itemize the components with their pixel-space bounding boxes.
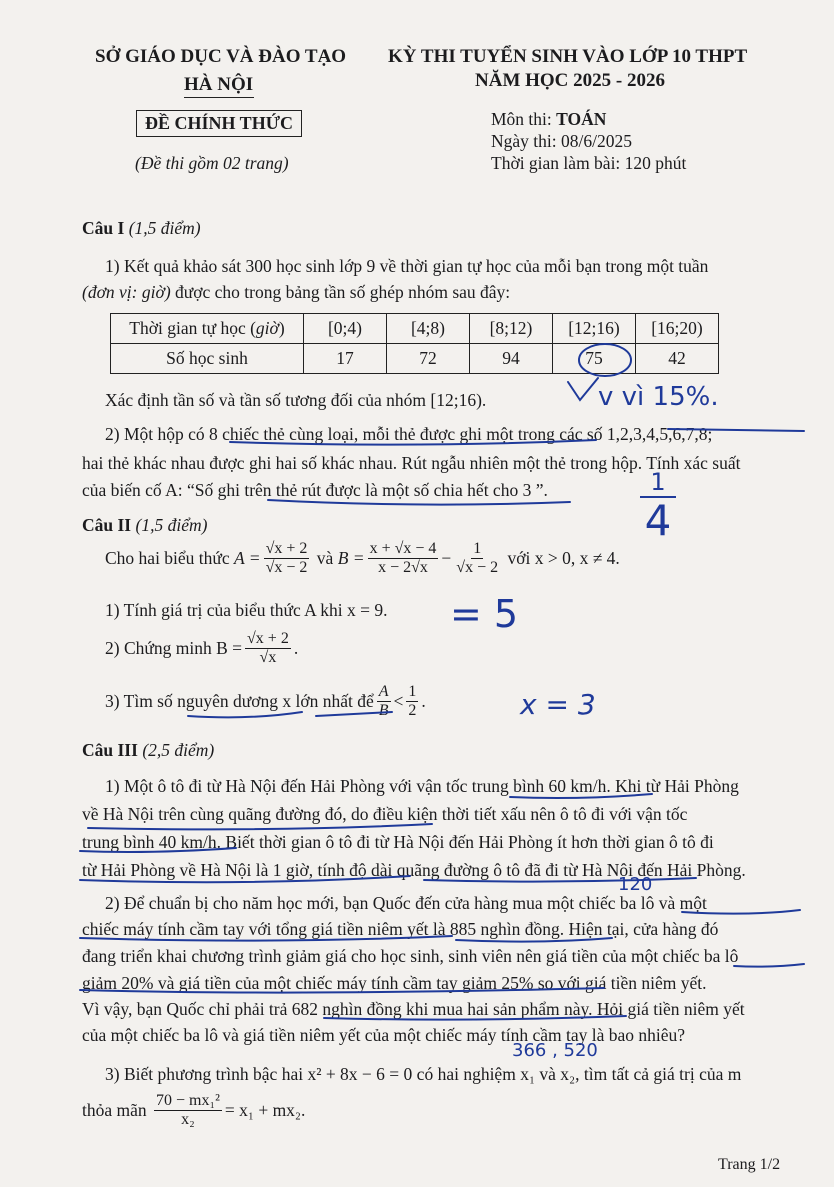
fraction-denominator: √x − 2 [456, 559, 499, 577]
q3-part3-line1: 3) Biết phương trình bậc hai x² + 8x − 6 = 0 có hai nghiệm x₁ và x₂, tìm tất cả giá trị của m [105, 1064, 742, 1084]
exam-date: Ngày thi: 08/6/2025 [491, 131, 632, 151]
subject [491, 109, 606, 130]
q3-part1-line: từ Hải Phòng về Hà Nội là 1 giờ, tính độ dài quãng đường ô tô đã đi từ Hà Nội đến Hải Phòng. [82, 860, 746, 880]
fraction-numerator: 70 − mx₁² [154, 1092, 222, 1111]
table-cell: 75 [553, 344, 636, 374]
fraction-numerator: √x + 2 [245, 630, 291, 649]
fraction-numerator: 1 [471, 540, 483, 559]
handwritten-fraction [640, 468, 676, 545]
fraction-numerator: √x + 2 [264, 540, 310, 559]
table-header-close: ) [278, 318, 285, 338]
fraction-denominator: √x [259, 649, 277, 667]
q2-part1: 1) Tính giá trị của biểu thức A khi x = 9. [105, 600, 388, 620]
expr-b-fraction-2 [454, 540, 500, 578]
table-row-label: Số học sinh [111, 344, 304, 374]
school-year: NĂM HỌC 2025 - 2026 [475, 70, 665, 91]
unit-note: (đơn vị: giờ) [82, 282, 171, 302]
check-mark [568, 378, 598, 400]
question-2-heading [82, 515, 207, 536]
q2-intro: Cho hai biểu thức [105, 548, 230, 569]
subject-label: Môn thi: [491, 109, 557, 129]
q1-part1-line2 [82, 282, 510, 303]
question-points: (2,5 điểm) [142, 740, 215, 760]
question-title: Câu I [82, 218, 125, 238]
handwritten-answer: x = 3 [520, 688, 596, 721]
period: . [293, 638, 299, 659]
fraction-numerator: A [377, 683, 391, 702]
expr-a-label: A = [234, 548, 261, 569]
handwritten-answer: = 5 [450, 592, 519, 636]
table-cell: [12;16) [553, 314, 636, 344]
handwritten-number: 366 , 520 [512, 1040, 598, 1061]
q1-part2-line3: của biến cố A: “Số ghi trên thẻ rút được là một số chia hết cho 3 ”. [82, 480, 548, 500]
q3-part3-text: thỏa mãn [82, 1100, 147, 1121]
question-1-heading [82, 218, 201, 239]
q2-part2-fraction [245, 630, 291, 668]
expr-a-fraction [264, 540, 310, 578]
table-header-unit: giờ [255, 318, 279, 338]
handwritten-note: v vì 15%. [598, 382, 719, 412]
q2-part3-text: 3) Tìm số nguyên dương x lớn nhất để [105, 691, 374, 712]
q2-part3 [105, 683, 426, 721]
q2-expressions [105, 540, 620, 578]
q3-part1-line: 1) Một ô tô đi từ Hà Nội đến Hải Phòng với vận tốc trung bình 60 km/h. Khi từ Hải Phòng [105, 776, 739, 796]
pages-note: (Đề thi gồm 02 trang) [135, 153, 289, 173]
domain-condition: với x > 0, x ≠ 4. [507, 548, 620, 569]
q1-part2-line1: 2) Một hộp có 8 chiếc thẻ cùng loại, mỗi thẻ được ghi một trong các số 1,2,3,4,5,6,7,8; [105, 424, 713, 444]
table-row [111, 344, 719, 374]
q3-part3-condition [82, 1092, 305, 1130]
q3-part1-line: về Hà Nội trên cùng quãng đường đó, do điều kiện thời tiết xấu nên ô tô đi với vận tốc [82, 804, 688, 824]
q2-part2-text: 2) Chứng minh B = [105, 638, 243, 659]
page-number: Trang 1/2 [718, 1156, 781, 1173]
table-header-text: Thời gian tự học ( [129, 318, 256, 338]
subject-value: TOÁN [556, 109, 607, 129]
frequency-table [110, 313, 719, 374]
table-cell: [4;8) [387, 314, 470, 344]
exam-title: KỲ THI TUYỂN SINH VÀO LỚP 10 THPT [388, 46, 748, 67]
handwritten-number: 120 [618, 874, 653, 895]
fraction-denominator: x₂ [181, 1111, 195, 1129]
expr-b-label: B = [337, 548, 365, 569]
less-than-sign: < [393, 691, 404, 712]
minus-sign: − [441, 548, 452, 569]
fraction-denominator: x − 2√x [378, 559, 428, 577]
table-cell: [16;20) [636, 314, 719, 344]
q3-part2-line: giảm 20% và giá tiền của một chiếc máy tính cầm tay giảm 25% so với giá tiền niêm yết. [82, 973, 707, 993]
q2-part2 [105, 630, 298, 668]
fraction-denominator: √x − 2 [265, 559, 308, 577]
fraction-denominator: 2 [408, 702, 417, 720]
expr-b-fraction-1 [368, 540, 439, 578]
department-city: HÀ NỘI [184, 74, 254, 95]
question-points: (1,5 điểm) [135, 515, 208, 535]
q1-part2-line2: hai thẻ khác nhau được ghi hai số khác nhau. Rút ngẫu nhiên một thẻ trong hộp. Tính xác suất [82, 453, 741, 473]
question-3-heading [82, 740, 214, 761]
q3-part3-fraction [154, 1092, 222, 1130]
table-cell: 17 [304, 344, 387, 374]
handwritten-numerator: 1 [650, 468, 666, 496]
q1-part1-question: Xác định tần số và tần số tương đối của nhóm [12;16). [105, 390, 487, 410]
q3-part2-line: của một chiếc ba lô và giá tiền niêm yết của một chiếc máy tính cầm tay là bao nhiêu? [82, 1025, 686, 1045]
and-text: và [316, 548, 334, 569]
q3-part2-line: 2) Để chuẩn bị cho năm học mới, bạn Quốc đến cửa hàng mua một chiếc ba lô và một [105, 893, 707, 913]
q1-part1-line2-text: được cho trong bảng tần số ghép nhóm sau đây: [170, 282, 511, 302]
fraction-denominator: B [378, 702, 389, 720]
table-cell: 42 [636, 344, 719, 374]
period: . [421, 691, 426, 712]
q3-part2-line: đang triển khai chương trình giảm giá cho học sinh, sinh viên nên giá tiền của một chiếc ba lô [82, 946, 739, 966]
q3-part1-line: trung bình 40 km/h. Biết thời gian ô tô đi từ Hà Nội đến Hải Phòng ít hơn thời gian ô tô đi [82, 832, 714, 852]
fraction-numerator: x + √x − 4 [368, 540, 439, 559]
q3-part3-rhs: = x₁ + mx₂. [224, 1100, 306, 1121]
handwritten-denominator: 4 [644, 496, 672, 545]
duration: Thời gian làm bài: 120 phút [491, 153, 687, 173]
table-cell: 94 [470, 344, 553, 374]
q1-part1-line1: 1) Kết quả khảo sát 300 học sinh lớp 9 về thời gian tự học của mỗi bạn trong một tuần [105, 256, 709, 276]
question-title: Câu III [82, 740, 138, 760]
table-cell: [8;12) [470, 314, 553, 344]
table-cell: 72 [387, 344, 470, 374]
question-points: (1,5 điểm) [128, 218, 201, 238]
table-header-cell [111, 314, 304, 344]
table-row [111, 314, 719, 344]
question-title: Câu II [82, 515, 132, 535]
q2-part3-fraction-half [406, 683, 418, 721]
table-cell: [0;4) [304, 314, 387, 344]
underline-mark [734, 964, 804, 967]
q2-part3-fraction-ab [377, 683, 391, 721]
official-exam-box: ĐỀ CHÍNH THỨC [136, 110, 302, 137]
department-name: SỞ GIÁO DỤC VÀ ĐÀO TẠO [95, 46, 347, 67]
fraction-numerator: 1 [406, 683, 418, 702]
q3-part2-line: Vì vậy, bạn Quốc chỉ phải trả 682 nghìn đồng khi mua hai sản phẩm này. Hỏi giá tiền niêm yết [82, 999, 745, 1019]
q3-part2-line: chiếc máy tính cầm tay với tổng giá tiền niêm yết là 885 nghìn đồng. Hiện tại, cửa hàng đó [82, 919, 719, 939]
divider [184, 97, 254, 98]
